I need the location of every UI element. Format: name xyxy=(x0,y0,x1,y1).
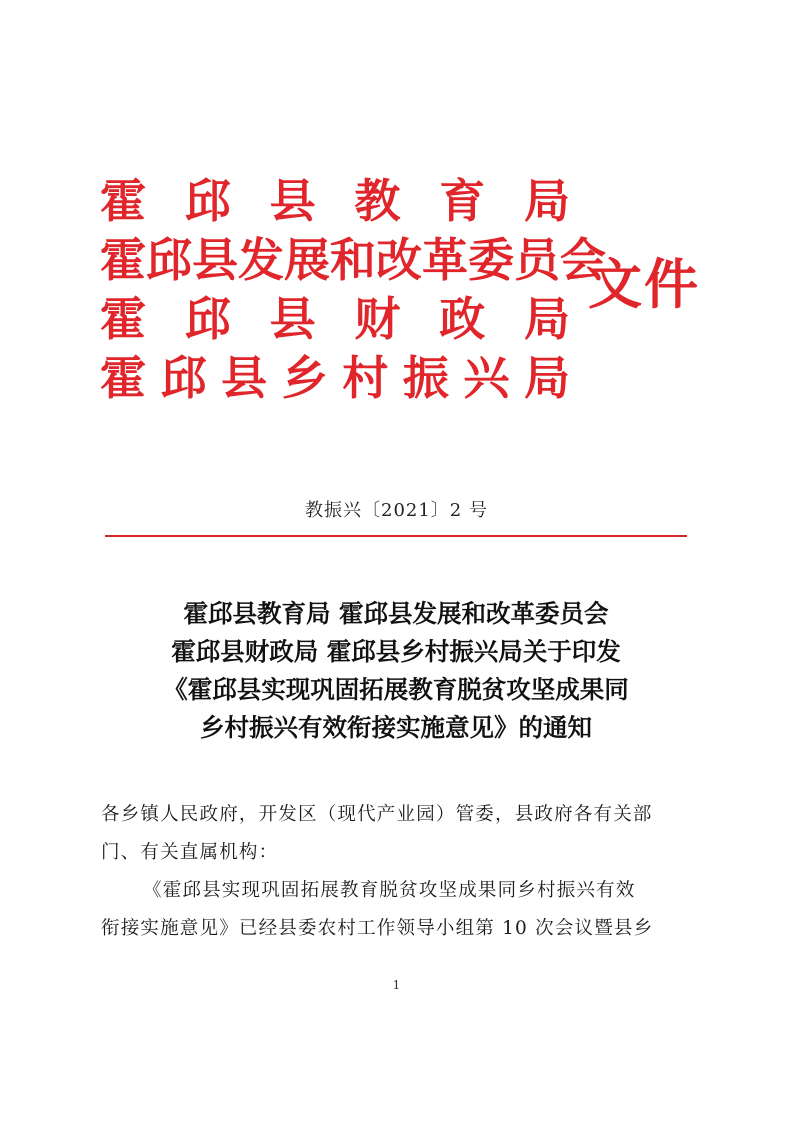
issuer-education-bureau: 霍 邱 县 教 育 局 xyxy=(100,174,570,228)
issuing-authorities xyxy=(100,172,606,408)
issuer-development-reform-commission: 霍邱县发展和改革委员会 xyxy=(100,233,606,287)
body-text xyxy=(101,796,691,948)
document-title xyxy=(100,595,692,747)
title-line: 乡村振兴有效衔接实施意见》的通知 xyxy=(200,713,592,742)
title-line: 《霍邱县实现巩固拓展教育脱贫攻坚成果同 xyxy=(163,675,629,704)
addressee-line: 门、有关直属机构： xyxy=(101,842,279,863)
title-line: 霍邱县财政局 霍邱县乡村振兴局关于印发 xyxy=(171,637,621,666)
document-number: 教振兴〔2021〕2 号 xyxy=(305,500,488,521)
paragraph-line: 衔接实施意见》已经县委农村工作领导小组第 10 次会议暨县乡 xyxy=(101,918,654,939)
addressee-line: 各乡镇人民政府，开发区（现代产业园）管委，县政府各有关部 xyxy=(101,804,653,825)
document-suffix: 文件 xyxy=(588,252,700,316)
paragraph-line: 《霍邱县实现巩固拓展教育脱贫攻坚成果同乡村振兴有效 xyxy=(143,880,636,901)
page-number: 1 xyxy=(392,978,401,992)
red-divider xyxy=(105,535,687,537)
issuer-rural-revitalization-bureau: 霍邱县乡村振兴局 xyxy=(100,351,570,405)
issuer-finance-bureau: 霍 邱 县 财 政 局 xyxy=(100,292,570,346)
title-line: 霍邱县教育局 霍邱县发展和改革委员会 xyxy=(183,599,609,628)
